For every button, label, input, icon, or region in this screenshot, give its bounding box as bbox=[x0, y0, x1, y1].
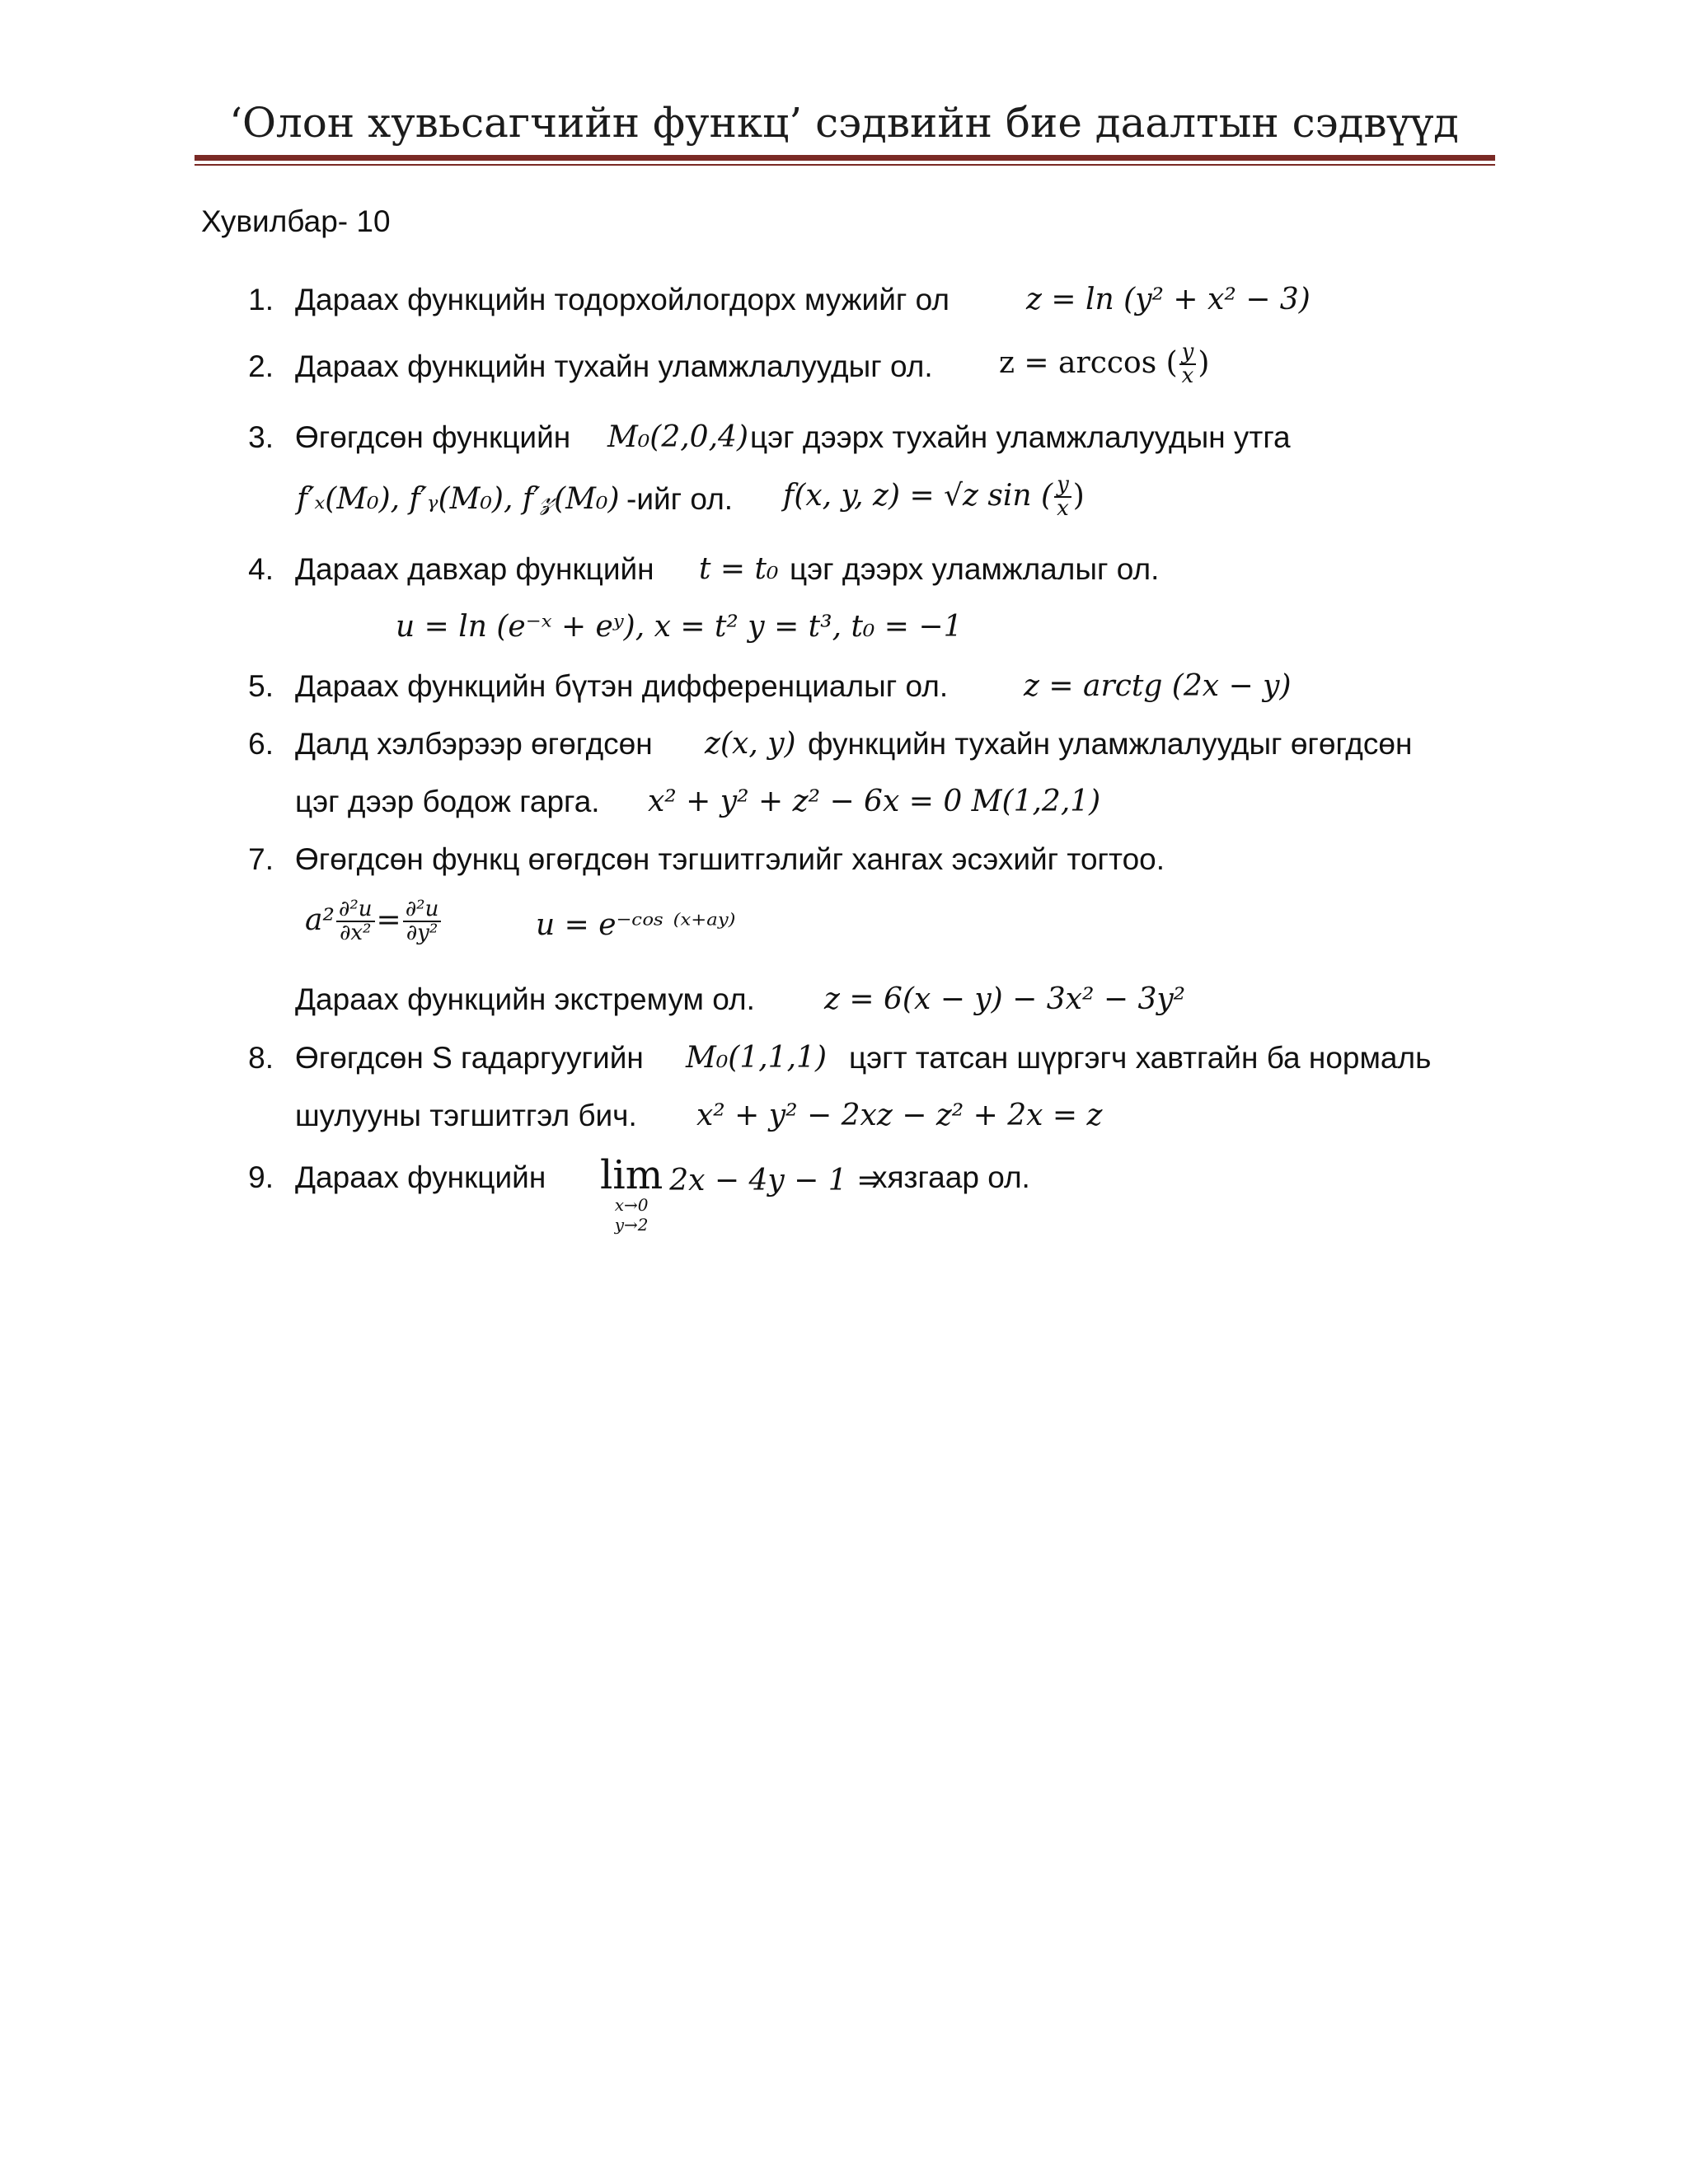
problem-number: 7. bbox=[248, 842, 274, 876]
variant-label: Хувилбар- 10 bbox=[201, 204, 391, 238]
formula: z = ln (y² + x² − 3) bbox=[1026, 283, 1311, 316]
formula: f(x, y, z) = √z sin ( $\frac{y}{x}$ ) bbox=[783, 472, 1085, 522]
fraction: $\frac{\text{∂²u}}{\text{∂y²}}$ bbox=[403, 898, 442, 945]
problem-text: цэг дээрх уламжлалыг ол. bbox=[790, 552, 1160, 586]
problem-text: -ийг ол. bbox=[626, 482, 734, 516]
formula: z = 6(x − y) − 3x² − 3y² bbox=[824, 982, 1186, 1016]
problem-text: Дараах функцийн тодорхойлогдорх мужийг ол bbox=[295, 283, 950, 316]
formula: x² + y² + z² − 6x = 0 M(1,2,1) bbox=[648, 785, 1101, 818]
condition: t = t₀ bbox=[699, 552, 779, 586]
problem-number: 4. bbox=[248, 552, 274, 586]
problem-text: Дараах функцийн экстремум ол. bbox=[295, 982, 755, 1016]
function-u: u = e⁻ᶜᵒˢ ⁽ˣ⁺ᵃʸ⁾ bbox=[536, 908, 736, 942]
document-title: ‘Олон хувьсагчийн функц’ сэдвийн бие даалтын сэдвүүд bbox=[229, 99, 1459, 147]
problem-number: 3. bbox=[248, 420, 274, 454]
formula: x² + y² − 2xz − z² + 2x = z bbox=[696, 1099, 1103, 1132]
problem-text: Дараах функцийн тухайн уламжлалуудыг ол. bbox=[295, 349, 933, 383]
limit-expression: lim x→0 y→2 2x − 4y − 1 = bbox=[600, 1152, 882, 1235]
function: z(x, y) bbox=[705, 727, 796, 761]
problem-text: цэг дээр бодож гарга. bbox=[295, 785, 600, 818]
formula: z = arccos ( $\frac{y}{x}$ ) bbox=[999, 340, 1210, 389]
fraction: $\frac{\text{∂²u}}{\text{∂x²}}$ bbox=[336, 898, 375, 945]
problem-text: Дараах функцийн bbox=[295, 1160, 546, 1194]
problem-text: цэг дээрх тухайн уламжлалуудын утга bbox=[750, 420, 1291, 454]
problem-number: 8. bbox=[248, 1041, 274, 1075]
problem-text: Өгөгдсөн S гадаргуугийн bbox=[295, 1041, 644, 1075]
problem-text: Дараах функцийн бүтэн дифференциалыг ол. bbox=[295, 669, 949, 703]
problem-text: шулууны тэгшитгэл бич. bbox=[295, 1099, 637, 1132]
problem-number: 1. bbox=[248, 283, 274, 316]
title-rule-thin bbox=[195, 164, 1495, 166]
problem-text: Далд хэлбэрээр өгөгдсөн bbox=[295, 727, 653, 761]
problem-number: 2. bbox=[248, 349, 274, 383]
point: M₀(1,1,1) bbox=[686, 1041, 827, 1075]
problem-text: функцийн тухайн уламжлалуудыг өгөгдсөн bbox=[808, 727, 1413, 761]
title-rule-thick bbox=[195, 155, 1495, 161]
pde-equation: a² $\frac{\text{∂²u}}{\text{∂x²}}$ = $\frac{\text{∂²u}}{\text{∂y²}}$ bbox=[305, 898, 443, 945]
problem-text: Өгөгдсөн функц өгөгдсөн тэгшитгэлийг хангах эсэхийг тогтоо. bbox=[295, 842, 1165, 876]
problem-number: 9. bbox=[248, 1160, 274, 1194]
problem-text: хязгаар ол. bbox=[872, 1160, 1030, 1194]
derivatives: f′ₓ(M₀), f′ᵧ(M₀), f′𝓏(M₀) bbox=[297, 482, 620, 516]
fraction: $\frac{y}{x}$ bbox=[1054, 474, 1071, 521]
fraction: $\frac{y}{x}$ bbox=[1179, 341, 1197, 388]
formula: u = ln (e⁻ˣ + eʸ), x = t² y = t³, t₀ = −1 bbox=[396, 610, 963, 644]
problem-text: цэгт татсан шүргэгч хавтгайн ба нормаль bbox=[849, 1041, 1432, 1075]
problem-number: 5. bbox=[248, 669, 274, 703]
problem-text: Дараах давхар функцийн bbox=[295, 552, 654, 586]
limit-operator: lim x→0 y→2 bbox=[600, 1152, 663, 1235]
problem-text: Өгөгдсөн функцийн bbox=[295, 420, 571, 454]
formula: z = arctg (2x − y) bbox=[1024, 669, 1292, 703]
problem-number: 6. bbox=[248, 727, 274, 761]
point: M₀(2,0,4) bbox=[607, 420, 748, 454]
